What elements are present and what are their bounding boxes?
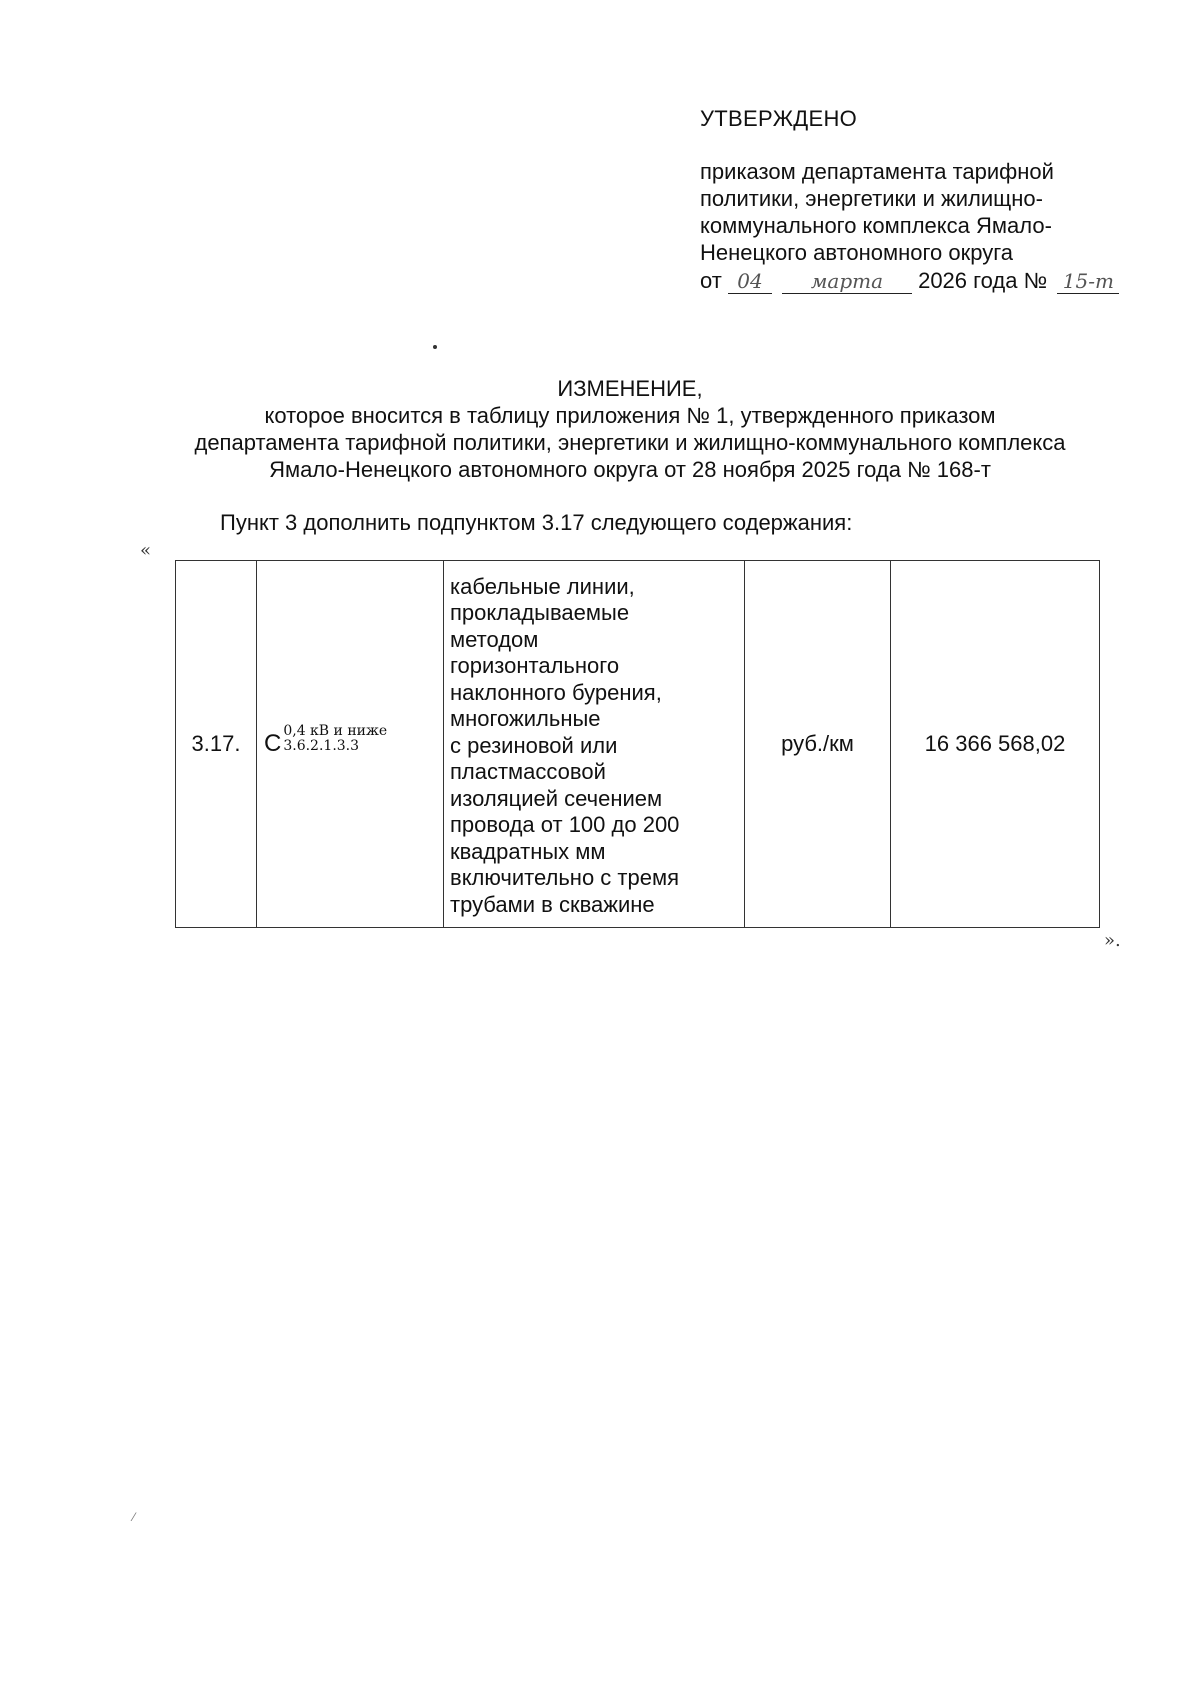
approval-line: коммунального комплекса Ямало- xyxy=(700,213,1052,238)
subheading-line: которое вносится в таблицу приложения № 1, утвержденного приказом xyxy=(264,403,996,428)
intro-paragraph: Пункт 3 дополнить подпунктом 3.17 следующего содержания: xyxy=(220,510,853,535)
description-line: изоляцией сечением xyxy=(450,785,663,811)
handwritten-month: марта xyxy=(782,269,912,294)
rate-code xyxy=(257,723,388,758)
description-line: кабельные линии, xyxy=(450,573,635,599)
value-cell: 16 366 568,02 xyxy=(891,561,1100,928)
scan-speck xyxy=(433,345,437,349)
rate-code-superscript: 0,4 кВ и ниже xyxy=(283,723,388,739)
approval-title: УТВЕРЖДЕНО xyxy=(700,106,858,131)
description-line: с резиновой или xyxy=(450,732,618,758)
subheading-line: Ямало-Ненецкого автономного округа от 28 ноября 2025 года № 168-т xyxy=(269,457,991,482)
description-line: включительно с тремя xyxy=(450,865,679,891)
description-line: квадратных мм xyxy=(450,838,606,864)
rate-code-subscript: 3.6.2.1.3.3 xyxy=(283,738,360,754)
description-line: пластмассовой xyxy=(450,759,606,785)
tariff-table xyxy=(175,560,1100,928)
description-line: наклонного бурения, xyxy=(450,679,662,705)
approval-line: Ненецкого автономного округа xyxy=(700,240,1014,265)
rate-code-cell xyxy=(257,561,444,928)
rate-code-letter: С xyxy=(264,730,282,757)
subheading-line: департамента тарифной политики, энергетики и жилищно-коммунального комплекса xyxy=(194,430,1066,455)
unit-cell: руб./км xyxy=(745,561,891,928)
approval-text xyxy=(700,158,1120,266)
handwritten-order-number: 15-т xyxy=(1057,269,1119,294)
approval-line: политики, энергетики и жилищно- xyxy=(700,186,1043,211)
description-line: горизонтального xyxy=(450,653,620,679)
description-cell xyxy=(444,561,745,928)
table-row xyxy=(176,561,1100,928)
date-prefix: от xyxy=(700,268,722,293)
approval-line: приказом департамента тарифной xyxy=(700,159,1054,184)
margin-mark: ⁄ xyxy=(133,1510,136,1524)
row-number-cell: 3.17. xyxy=(176,561,257,928)
description-line: многожильные xyxy=(450,706,601,732)
description-line: провода от 100 до 200 xyxy=(450,812,680,838)
document-heading: ИЗМЕНЕНИЕ, xyxy=(557,376,703,401)
description-line: трубами в скважине xyxy=(450,891,655,917)
description-line: методом xyxy=(450,626,539,652)
description-line: прокладываемые xyxy=(450,600,630,626)
opening-quote: « xyxy=(140,540,152,561)
handwritten-day: 04 xyxy=(728,269,772,294)
approval-date-line xyxy=(700,268,1119,294)
document-subheading xyxy=(140,402,1120,483)
closing-quote: ». xyxy=(1104,930,1121,951)
date-year-text: 2026 года № xyxy=(918,268,1048,293)
description-text xyxy=(444,564,744,925)
